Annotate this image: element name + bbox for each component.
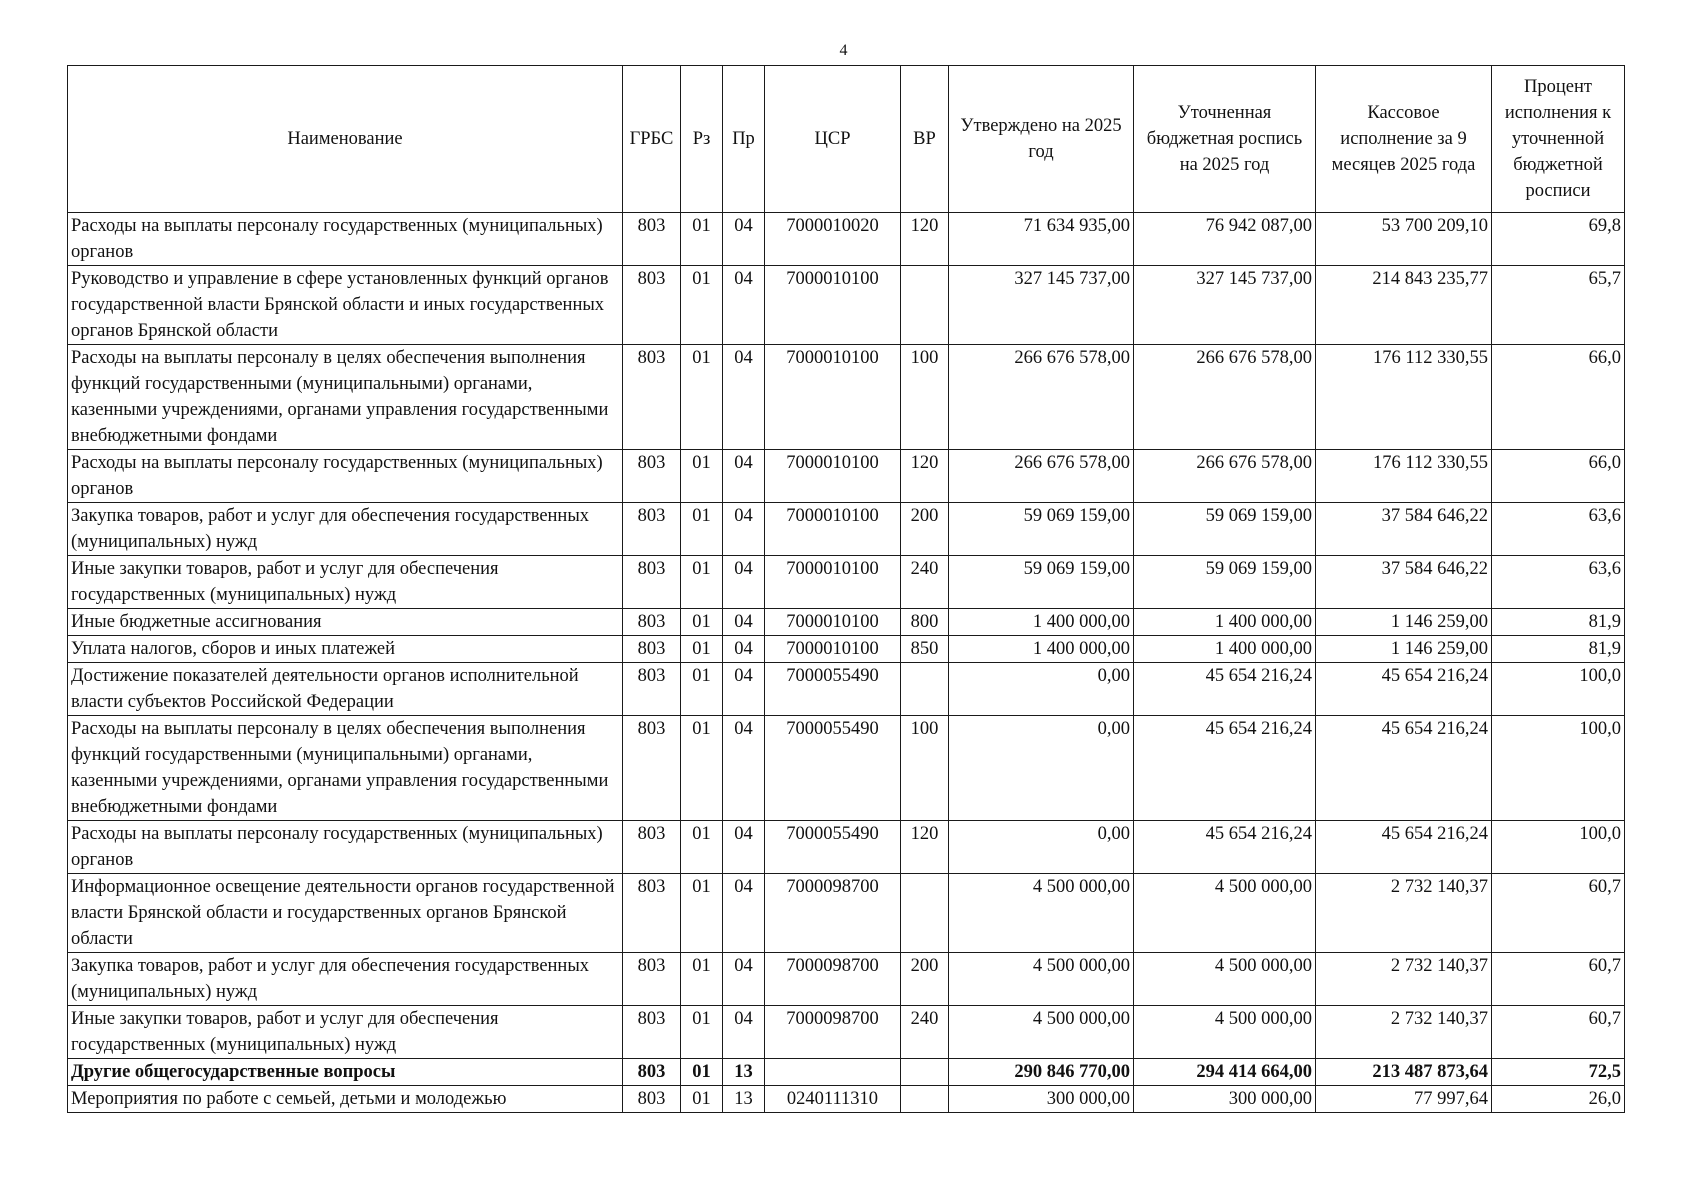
table-row (68, 556, 1625, 609)
cell-percent: 65,7 (1492, 266, 1625, 345)
cell-name: Иные закупки товаров, работ и услуг для обеспечения государственных (муниципальных) нужд (68, 556, 623, 609)
cell-revised: 1 400 000,00 (1134, 609, 1316, 636)
cell-vr: 200 (901, 953, 949, 1006)
cell-pr: 04 (723, 821, 765, 874)
cell-grbs: 803 (623, 266, 681, 345)
cell-revised: 45 654 216,24 (1134, 821, 1316, 874)
cell-approved: 327 145 737,00 (949, 266, 1134, 345)
cell-cash: 213 487 873,64 (1316, 1059, 1492, 1086)
cell-vr: 850 (901, 636, 949, 663)
cell-cash: 45 654 216,24 (1316, 716, 1492, 821)
cell-rz: 01 (681, 345, 723, 450)
cell-name: Расходы на выплаты персоналу в целях обеспечения выполнения функций государственными (муниципальными) органами, казенными учреждениями, органами управления государственными внебюджетными фондами (68, 345, 623, 450)
cell-cash: 77 997,64 (1316, 1086, 1492, 1113)
cell-csr: 7000010020 (765, 213, 901, 266)
cell-pr: 13 (723, 1059, 765, 1086)
cell-rz: 01 (681, 1006, 723, 1059)
cell-cash: 37 584 646,22 (1316, 503, 1492, 556)
cell-pr: 13 (723, 1086, 765, 1113)
cell-name: Другие общегосударственные вопросы (68, 1059, 623, 1086)
page-number: 4 (839, 42, 848, 59)
cell-approved: 59 069 159,00 (949, 503, 1134, 556)
cell-rz: 01 (681, 716, 723, 821)
cell-name: Достижение показателей деятельности органов исполнительной власти субъектов Российской Федерации (68, 663, 623, 716)
cell-pr: 04 (723, 953, 765, 1006)
table-body (68, 213, 1625, 1113)
cell-rz: 01 (681, 556, 723, 609)
cell-cash: 45 654 216,24 (1316, 663, 1492, 716)
cell-vr: 100 (901, 716, 949, 821)
cell-pr: 04 (723, 716, 765, 821)
cell-approved: 300 000,00 (949, 1086, 1134, 1113)
cell-cash: 37 584 646,22 (1316, 556, 1492, 609)
cell-csr: 7000010100 (765, 503, 901, 556)
cell-grbs: 803 (623, 556, 681, 609)
header-grbs: ГРБС (623, 66, 681, 213)
cell-csr: 0240111310 (765, 1086, 901, 1113)
cell-approved: 0,00 (949, 821, 1134, 874)
cell-approved: 4 500 000,00 (949, 874, 1134, 953)
cell-percent: 66,0 (1492, 345, 1625, 450)
cell-rz: 01 (681, 1059, 723, 1086)
table-row (68, 636, 1625, 663)
cell-percent: 26,0 (1492, 1086, 1625, 1113)
table-row (68, 821, 1625, 874)
cell-revised: 59 069 159,00 (1134, 556, 1316, 609)
cell-csr: 7000098700 (765, 953, 901, 1006)
cell-csr: 7000055490 (765, 663, 901, 716)
header-rz: Рз (681, 66, 723, 213)
cell-csr: 7000010100 (765, 556, 901, 609)
cell-rz: 01 (681, 874, 723, 953)
cell-approved: 266 676 578,00 (949, 345, 1134, 450)
cell-grbs: 803 (623, 821, 681, 874)
cell-name: Расходы на выплаты персоналу государственных (муниципальных) органов (68, 821, 623, 874)
cell-vr (901, 874, 949, 953)
header-csr: ЦСР (765, 66, 901, 213)
cell-csr: 7000010100 (765, 609, 901, 636)
cell-pr: 04 (723, 556, 765, 609)
table-row (68, 503, 1625, 556)
cell-pr: 04 (723, 266, 765, 345)
cell-vr (901, 1059, 949, 1086)
cell-revised: 300 000,00 (1134, 1086, 1316, 1113)
cell-percent: 60,7 (1492, 874, 1625, 953)
cell-approved: 4 500 000,00 (949, 953, 1134, 1006)
cell-revised: 1 400 000,00 (1134, 636, 1316, 663)
table-row (68, 663, 1625, 716)
cell-revised: 327 145 737,00 (1134, 266, 1316, 345)
cell-name: Расходы на выплаты персоналу государственных (муниципальных) органов (68, 213, 623, 266)
cell-revised: 4 500 000,00 (1134, 874, 1316, 953)
table-row (68, 609, 1625, 636)
cell-revised: 266 676 578,00 (1134, 450, 1316, 503)
cell-percent: 63,6 (1492, 503, 1625, 556)
cell-rz: 01 (681, 1086, 723, 1113)
cell-vr: 120 (901, 213, 949, 266)
cell-grbs: 803 (623, 450, 681, 503)
cell-csr: 7000098700 (765, 1006, 901, 1059)
table-row (68, 345, 1625, 450)
cell-approved: 0,00 (949, 716, 1134, 821)
budget-table (67, 65, 1625, 1113)
cell-revised: 266 676 578,00 (1134, 345, 1316, 450)
table-row (68, 1086, 1625, 1113)
cell-percent: 66,0 (1492, 450, 1625, 503)
cell-vr: 120 (901, 450, 949, 503)
cell-grbs: 803 (623, 1086, 681, 1113)
cell-pr: 04 (723, 345, 765, 450)
cell-grbs: 803 (623, 213, 681, 266)
cell-pr: 04 (723, 450, 765, 503)
table-row (68, 953, 1625, 1006)
cell-grbs: 803 (623, 953, 681, 1006)
cell-percent: 81,9 (1492, 636, 1625, 663)
cell-revised: 45 654 216,24 (1134, 716, 1316, 821)
cell-pr: 04 (723, 1006, 765, 1059)
cell-pr: 04 (723, 609, 765, 636)
cell-vr: 120 (901, 821, 949, 874)
cell-rz: 01 (681, 821, 723, 874)
cell-grbs: 803 (623, 1006, 681, 1059)
cell-name: Мероприятия по работе с семьей, детьми и молодежью (68, 1086, 623, 1113)
cell-csr: 7000055490 (765, 716, 901, 821)
cell-name: Закупка товаров, работ и услуг для обеспечения государственных (муниципальных) нужд (68, 503, 623, 556)
cell-cash: 214 843 235,77 (1316, 266, 1492, 345)
cell-csr: 7000098700 (765, 874, 901, 953)
cell-rz: 01 (681, 213, 723, 266)
cell-approved: 59 069 159,00 (949, 556, 1134, 609)
header-approved: Утверждено на 2025 год (949, 66, 1134, 213)
cell-approved: 290 846 770,00 (949, 1059, 1134, 1086)
cell-cash: 53 700 209,10 (1316, 213, 1492, 266)
cell-vr (901, 1086, 949, 1113)
cell-pr: 04 (723, 663, 765, 716)
header-vr: ВР (901, 66, 949, 213)
cell-pr: 04 (723, 213, 765, 266)
header-name: Наименование (68, 66, 623, 213)
cell-percent: 100,0 (1492, 821, 1625, 874)
cell-csr: 7000055490 (765, 821, 901, 874)
cell-grbs: 803 (623, 716, 681, 821)
cell-grbs: 803 (623, 874, 681, 953)
cell-percent: 72,5 (1492, 1059, 1625, 1086)
cell-percent: 100,0 (1492, 663, 1625, 716)
header-revised: Уточненная бюджетная роспись на 2025 год (1134, 66, 1316, 213)
cell-pr: 04 (723, 636, 765, 663)
cell-vr (901, 266, 949, 345)
cell-name: Иные закупки товаров, работ и услуг для обеспечения государственных (муниципальных) нужд (68, 1006, 623, 1059)
cell-name: Информационное освещение деятельности органов государственной власти Брянской области и государственных органов Брянской области (68, 874, 623, 953)
cell-name: Руководство и управление в сфере установленных функций органов государственной власти Брянской области и иных государственных органов Брянской области (68, 266, 623, 345)
cell-rz: 01 (681, 266, 723, 345)
cell-vr: 800 (901, 609, 949, 636)
cell-grbs: 803 (623, 663, 681, 716)
header-pr: Пр (723, 66, 765, 213)
cell-percent: 63,6 (1492, 556, 1625, 609)
cell-cash: 2 732 140,37 (1316, 1006, 1492, 1059)
cell-pr: 04 (723, 874, 765, 953)
cell-name: Закупка товаров, работ и услуг для обеспечения государственных (муниципальных) нужд (68, 953, 623, 1006)
cell-revised: 4 500 000,00 (1134, 953, 1316, 1006)
table-row (68, 213, 1625, 266)
cell-percent: 60,7 (1492, 953, 1625, 1006)
cell-cash: 176 112 330,55 (1316, 450, 1492, 503)
cell-vr (901, 663, 949, 716)
cell-percent: 81,9 (1492, 609, 1625, 636)
cell-cash: 45 654 216,24 (1316, 821, 1492, 874)
cell-grbs: 803 (623, 609, 681, 636)
cell-approved: 1 400 000,00 (949, 609, 1134, 636)
cell-csr: 7000010100 (765, 266, 901, 345)
cell-rz: 01 (681, 663, 723, 716)
table-row (68, 874, 1625, 953)
cell-name: Расходы на выплаты персоналу государственных (муниципальных) органов (68, 450, 623, 503)
cell-name: Расходы на выплаты персоналу в целях обеспечения выполнения функций государственными (муниципальными) органами, казенными учреждениями, органами управления государственными внебюджетными фондами (68, 716, 623, 821)
cell-approved: 266 676 578,00 (949, 450, 1134, 503)
cell-rz: 01 (681, 609, 723, 636)
cell-rz: 01 (681, 953, 723, 1006)
cell-csr: 7000010100 (765, 345, 901, 450)
table-row (68, 716, 1625, 821)
cell-rz: 01 (681, 636, 723, 663)
cell-vr: 240 (901, 1006, 949, 1059)
cell-vr: 100 (901, 345, 949, 450)
cell-grbs: 803 (623, 345, 681, 450)
cell-csr (765, 1059, 901, 1086)
cell-grbs: 803 (623, 636, 681, 663)
cell-vr: 240 (901, 556, 949, 609)
cell-name: Иные бюджетные ассигнования (68, 609, 623, 636)
table-header-row (68, 66, 1625, 213)
cell-csr: 7000010100 (765, 450, 901, 503)
cell-rz: 01 (681, 450, 723, 503)
cell-cash: 2 732 140,37 (1316, 874, 1492, 953)
cell-approved: 4 500 000,00 (949, 1006, 1134, 1059)
cell-revised: 294 414 664,00 (1134, 1059, 1316, 1086)
table-row (68, 450, 1625, 503)
cell-pr: 04 (723, 503, 765, 556)
cell-percent: 100,0 (1492, 716, 1625, 821)
cell-cash: 176 112 330,55 (1316, 345, 1492, 450)
cell-cash: 1 146 259,00 (1316, 636, 1492, 663)
table-row (68, 266, 1625, 345)
cell-revised: 76 942 087,00 (1134, 213, 1316, 266)
cell-vr: 200 (901, 503, 949, 556)
cell-approved: 1 400 000,00 (949, 636, 1134, 663)
cell-cash: 1 146 259,00 (1316, 609, 1492, 636)
cell-rz: 01 (681, 503, 723, 556)
cell-approved: 71 634 935,00 (949, 213, 1134, 266)
cell-approved: 0,00 (949, 663, 1134, 716)
cell-cash: 2 732 140,37 (1316, 953, 1492, 1006)
cell-csr: 7000010100 (765, 636, 901, 663)
cell-percent: 69,8 (1492, 213, 1625, 266)
cell-percent: 60,7 (1492, 1006, 1625, 1059)
cell-revised: 45 654 216,24 (1134, 663, 1316, 716)
cell-grbs: 803 (623, 1059, 681, 1086)
cell-revised: 4 500 000,00 (1134, 1006, 1316, 1059)
header-percent: Процент исполнения к уточненной бюджетной росписи (1492, 66, 1625, 213)
table-row (68, 1059, 1625, 1086)
cell-name: Уплата налогов, сборов и иных платежей (68, 636, 623, 663)
cell-grbs: 803 (623, 503, 681, 556)
header-cash: Кассовое исполнение за 9 месяцев 2025 года (1316, 66, 1492, 213)
cell-revised: 59 069 159,00 (1134, 503, 1316, 556)
table-row (68, 1006, 1625, 1059)
